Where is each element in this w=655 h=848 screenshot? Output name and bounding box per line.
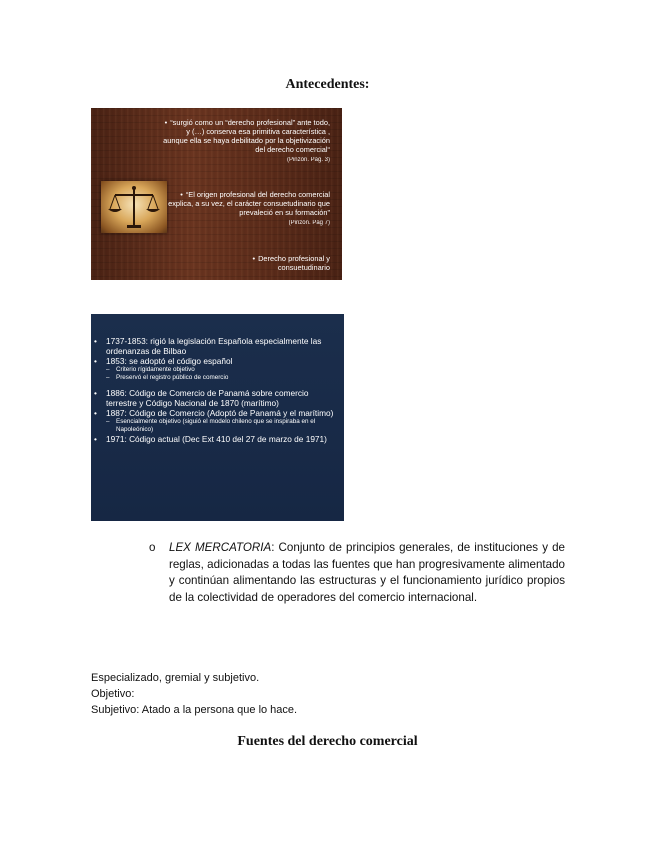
heading-fuentes: Fuentes del derecho comercial — [237, 734, 418, 749]
slide1-item-3: • Derecho profesional y consuetudinario — [252, 254, 330, 272]
slide-image-historia-codigos — [91, 314, 344, 521]
slide-image-derecho-profesional — [91, 108, 342, 280]
scales-of-justice-icon — [101, 181, 167, 233]
slide2-bullet: • 1886: Código de Comercio de Panamá sobre comercio terrestre y Código Nacional de 1870 (marítimo) — [94, 388, 309, 408]
slide1-item-3-text: Derecho profesional y consuetudinario — [258, 254, 330, 272]
text-line-subjetivo: Subjetivo: Atado a la persona que lo hace. — [91, 704, 298, 716]
slide2-bullet: • 1971: Código actual (Dec Ext 410 del 27 de marzo de 1971) — [94, 434, 327, 444]
slide1-item-2-source: (Pinzón. Pág 7) — [288, 220, 330, 226]
slide2-subbullet: – Criterio rígidamente objetivo — [106, 366, 195, 373]
heading-antecedentes: Antecedentes: — [285, 77, 370, 92]
slide2-subbullet: – Esencialmente objetivo (siguió el modelo chileno que se inspiraba en el Napoleónico) — [106, 418, 316, 433]
slide2-bullet: • 1887: Código de Comercio (Adoptó de Panamá y el marítimo) — [94, 408, 334, 418]
slide1-item-2: • “El origen profesional del derecho comercial explica, a su vez, el carácter consuetudinario que prevaleció en su formación” (Pinzón. Pág 7) — [160, 190, 330, 228]
lex-definition: : Conjunto de principios generales, de instituciones y de reglas, adicionadas a todas las fuentes que han progresivamente alimentado y continúan alimentando las estructuras y el funcionamiento jurídico propios de la colectividad de operadores del comercio internacional. — [169, 541, 565, 604]
list-bullet: o — [149, 541, 156, 554]
slide1-item-2-text: “El origen profesional del derecho comercial explica, a su vez, el carácter consuetudinario que prevaleció en su formación” — [168, 190, 330, 217]
slide2-subbullet: – Preservó el registro público de comercio — [106, 374, 229, 381]
lex-term: LEX MERCATORIA — [169, 541, 272, 554]
slide1-item-1: • “surgió como un “derecho profesional” ante todo, y (…) conserva esa primitiva característica , aunque ella se haya debilitado por la objetivización del derecho comercial“ (Pinzón. Pág. 3) — [160, 118, 330, 165]
lex-mercatoria-paragraph — [149, 540, 565, 606]
text-line-especializado: Especializado, gremial y subjetivo. — [91, 672, 260, 684]
slide2-bullet: • 1853: se adoptó el código español — [94, 356, 233, 366]
text-line-objetivo: Objetivo: — [91, 688, 135, 700]
slide1-item-1-text: “surgió como un “derecho profesional” ante todo, y (…) conserva esa primitiva característica , aunque ella se haya debilitado por la objetivización del derecho comercial“ — [163, 118, 330, 154]
slide2-bullet: • 1737-1853: rigió la legislación Española especialmente las ordenanzas de Bilbao — [94, 336, 322, 356]
slide1-item-1-source: (Pinzón. Pág. 3) — [286, 157, 330, 163]
